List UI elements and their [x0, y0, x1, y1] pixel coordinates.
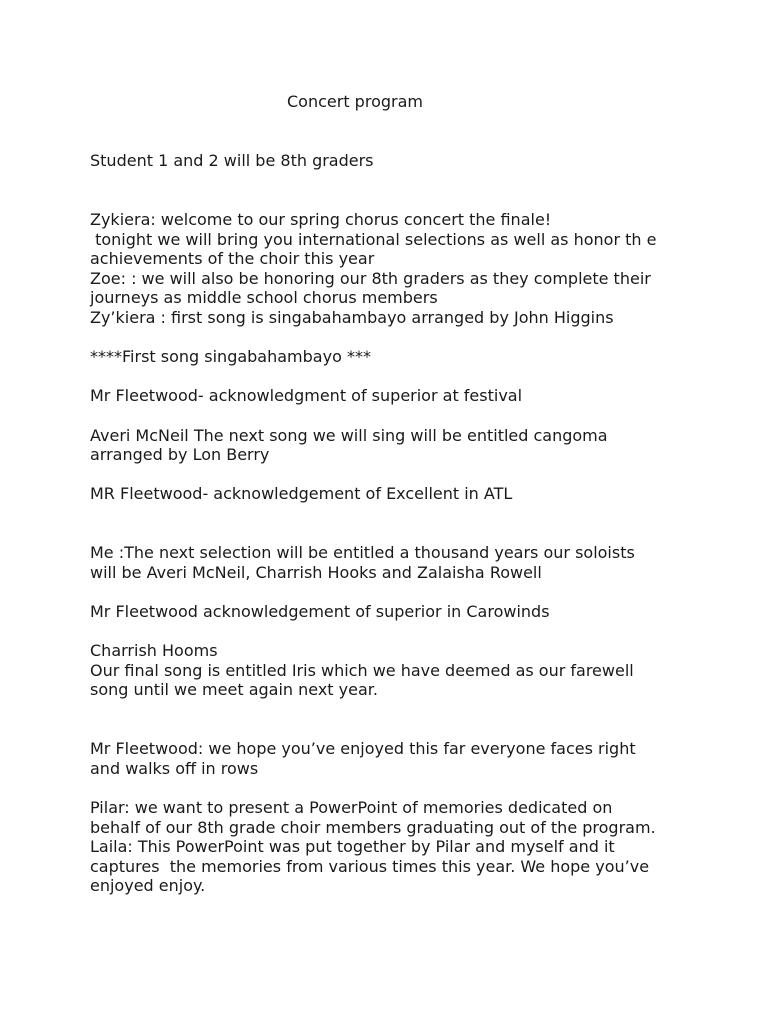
- text-line: captures the memories from various times this year. We hope you’ve: [90, 857, 650, 876]
- text-line: ****First song singabahambayo ***: [90, 347, 371, 366]
- text-line: Our final song is entitled Iris which we have deemed as our farewell: [90, 661, 634, 680]
- text-line: achievements of the choir this year: [90, 249, 375, 268]
- text-line: and walks off in rows: [90, 759, 259, 778]
- text-line: will be Averi McNeil, Charrish Hooks and Zalaisha Rowell: [90, 563, 542, 582]
- text-line: Averi McNeil The next song we will sing will be entitled cangoma: [90, 426, 608, 445]
- text-line: Zy’kiera : first song is singabahambayo arranged by John Higgins: [90, 308, 614, 327]
- text-line: song until we meet again next year.: [90, 680, 378, 699]
- text-line: journeys as middle school chorus members: [90, 288, 438, 307]
- text-line: Student 1 and 2 will be 8th graders: [90, 151, 374, 170]
- text-line: Laila: This PowerPoint was put together by Pilar and myself and it: [90, 837, 615, 856]
- text-line: Mr Fleetwood: we hope you’ve enjoyed this far everyone faces right: [90, 739, 636, 758]
- text-line: Zoe: : we will also be honoring our 8th graders as they complete their: [90, 269, 651, 288]
- text-line: MR Fleetwood- acknowledgement of Excellent in ATL: [90, 484, 513, 503]
- text-line: behalf of our 8th grade choir members graduating out of the program.: [90, 818, 656, 837]
- text-line: Pilar: we want to present a PowerPoint of memories dedicated on: [90, 798, 613, 817]
- text-line: Charrish Hooms: [90, 641, 218, 660]
- text-line: enjoyed enjoy.: [90, 876, 206, 895]
- page-title: Concert program: [287, 92, 423, 111]
- text-line: Me :The next selection will be entitled a thousand years our soloists: [90, 543, 635, 562]
- text-line: tonight we will bring you international selections as well as honor th e: [90, 230, 657, 249]
- text-line: Mr Fleetwood acknowledgement of superior in Carowinds: [90, 602, 550, 621]
- text-line: Zykiera: welcome to our spring chorus concert the finale!: [90, 210, 552, 229]
- text-line: arranged by Lon Berry: [90, 445, 270, 464]
- text-line: Mr Fleetwood- acknowledgment of superior at festival: [90, 386, 523, 405]
